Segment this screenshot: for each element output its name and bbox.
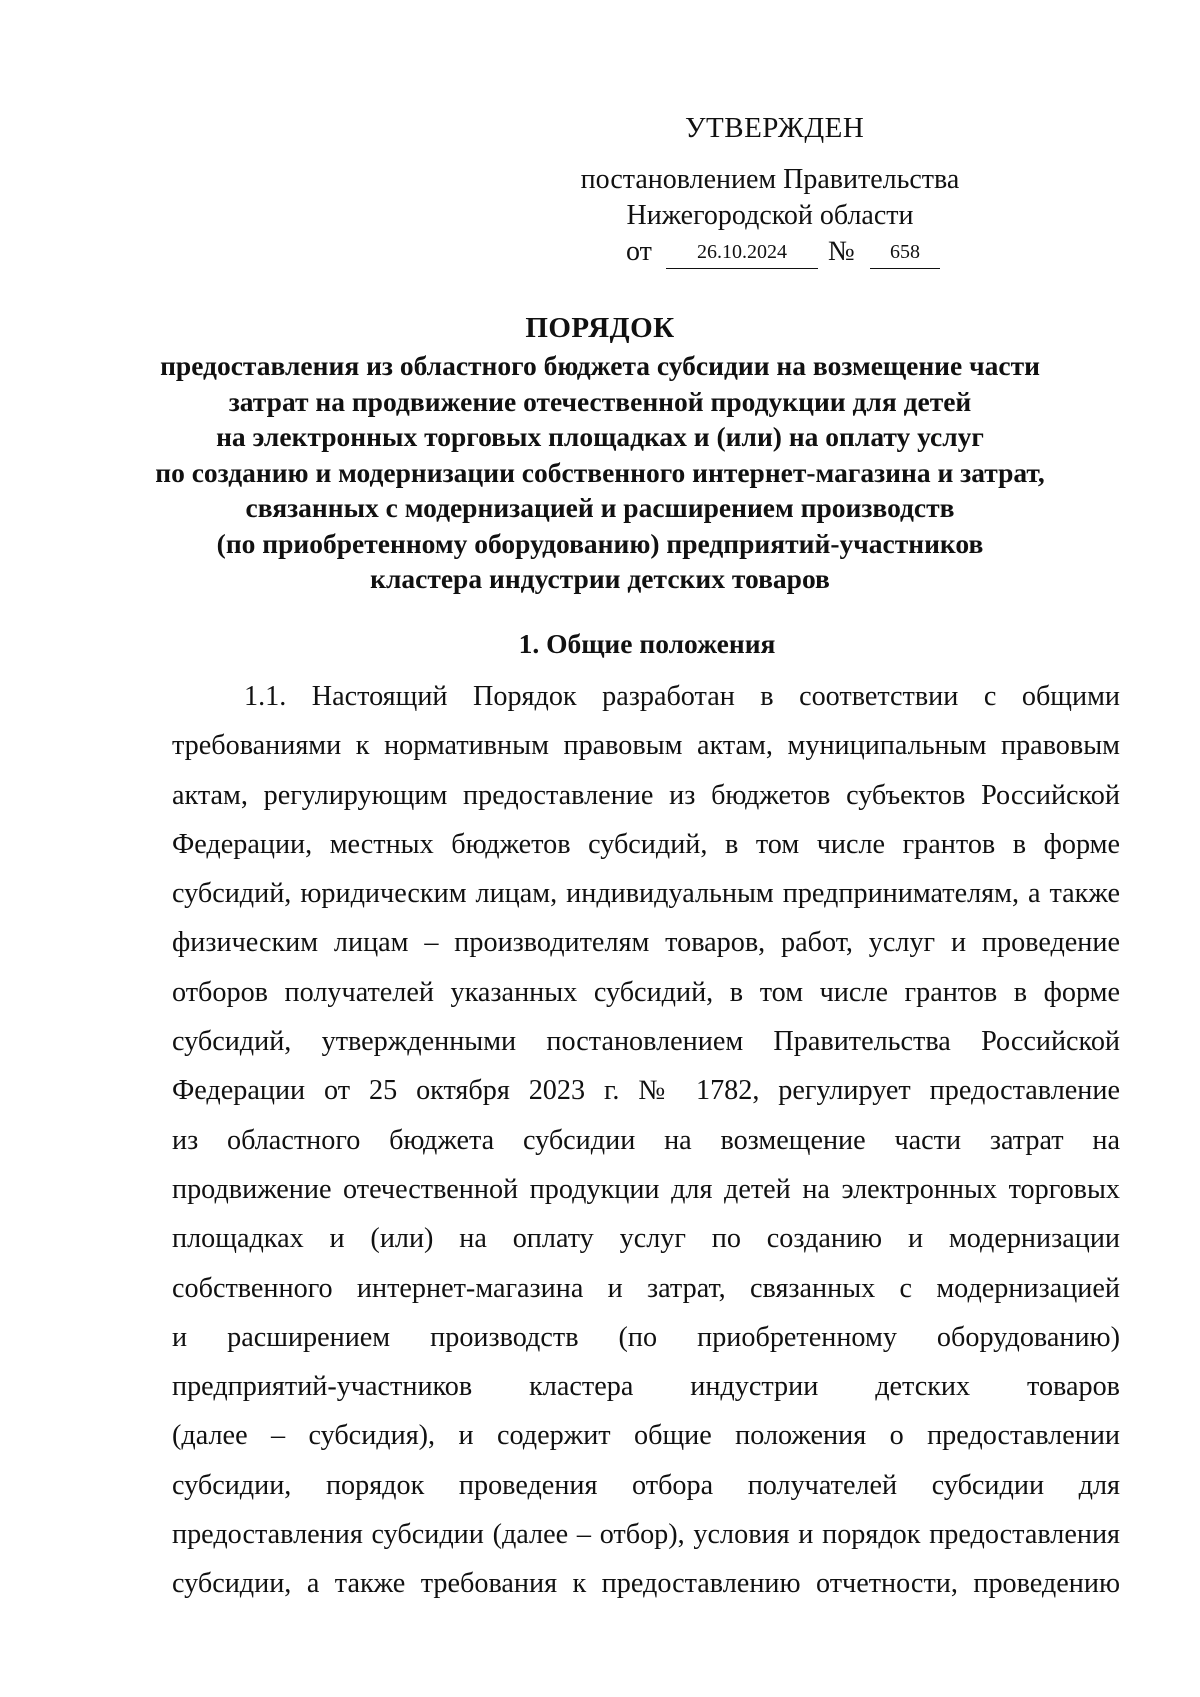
subtitle-line: предоставления из областного бюджета субсидии на возмещение части (160, 350, 1040, 381)
body-line: субсидии, порядок проведения отбора получателей субсидии для (172, 1469, 1120, 1501)
body-line: площадках и (или) на оплату услуг по созданию и модернизации (172, 1223, 1120, 1255)
decree-number: 658 (870, 242, 940, 269)
approved-heading: УТВЕРЖДЕН (685, 112, 865, 144)
subtitle-line: связанных с модернизацией и расширением производств (245, 492, 955, 523)
body-line: и расширением производств (по приобретенному оборудованию) (172, 1321, 1120, 1353)
body-line: субсидии, а также требования к предоставлению отчетности, проведению (172, 1568, 1120, 1600)
body-line: требованиями к нормативным правовым актам, муниципальным правовым (172, 730, 1120, 762)
body-line: субсидий, утвержденными постановлением Правительства Российской (172, 1026, 1120, 1058)
body-line: отборов получателей указанных субсидий, в том числе грантов в форме (172, 976, 1120, 1008)
subtitle-line: на электронных торговых площадках и (или) на оплату услуг (216, 421, 984, 452)
subtitle-line: по созданию и модернизации собственного интернет-магазина и затрат, (155, 456, 1045, 488)
body-line: 1.1. Настоящий Порядок разработан в соответствии с общими (244, 681, 1120, 712)
subtitle-line: (по приобретенному оборудованию) предприятий-участников (216, 527, 984, 559)
body-line: продвижение отечественной продукции для детей на электронных торговых (172, 1173, 1120, 1205)
subtitle-line: кластера индустрии детских товаров (370, 563, 830, 594)
document-subtitle (120, 348, 1080, 597)
body-line: предоставления субсидии (далее – отбор), условия и порядок предоставления (172, 1519, 1120, 1551)
body-line: собственного интернет-магазина и затрат, связанных с модернизацией (172, 1272, 1120, 1304)
document-title: ПОРЯДОК (525, 312, 675, 344)
body-line: физическим лицам – производителям товаров, работ, услуг и проведение (172, 927, 1120, 959)
body-line: Федерации от 25 октября 2023 г. № 1782, регулирует предоставление (172, 1075, 1120, 1107)
decree-date: 26.10.2024 (666, 242, 818, 269)
body-line: из областного бюджета субсидии на возмещение части затрат на (172, 1124, 1120, 1156)
body-line: субсидий, юридическим лицам, индивидуальным предпринимателям, а также (172, 878, 1120, 910)
section-heading: 1. Общие положения (518, 628, 776, 659)
body-line: Федерации, местных бюджетов субсидий, в том числе грантов в форме (172, 828, 1120, 860)
body-paragraph (172, 672, 1120, 1609)
body-line: актам, регулирующим предоставление из бюджетов субъектов Российской (172, 779, 1120, 811)
date-prefix: от (626, 236, 652, 267)
number-sign: № (828, 236, 855, 267)
body-line: (далее – субсидия), и содержит общие положения о предоставлении (172, 1420, 1120, 1452)
subtitle-line: затрат на продвижение отечественной продукции для детей (228, 385, 972, 417)
approved-region-line: Нижегородской области (626, 200, 914, 231)
approved-by-line: постановлением Правительства (580, 164, 960, 195)
body-line: предприятий-участников кластера индустрии детских товаров (172, 1371, 1120, 1403)
